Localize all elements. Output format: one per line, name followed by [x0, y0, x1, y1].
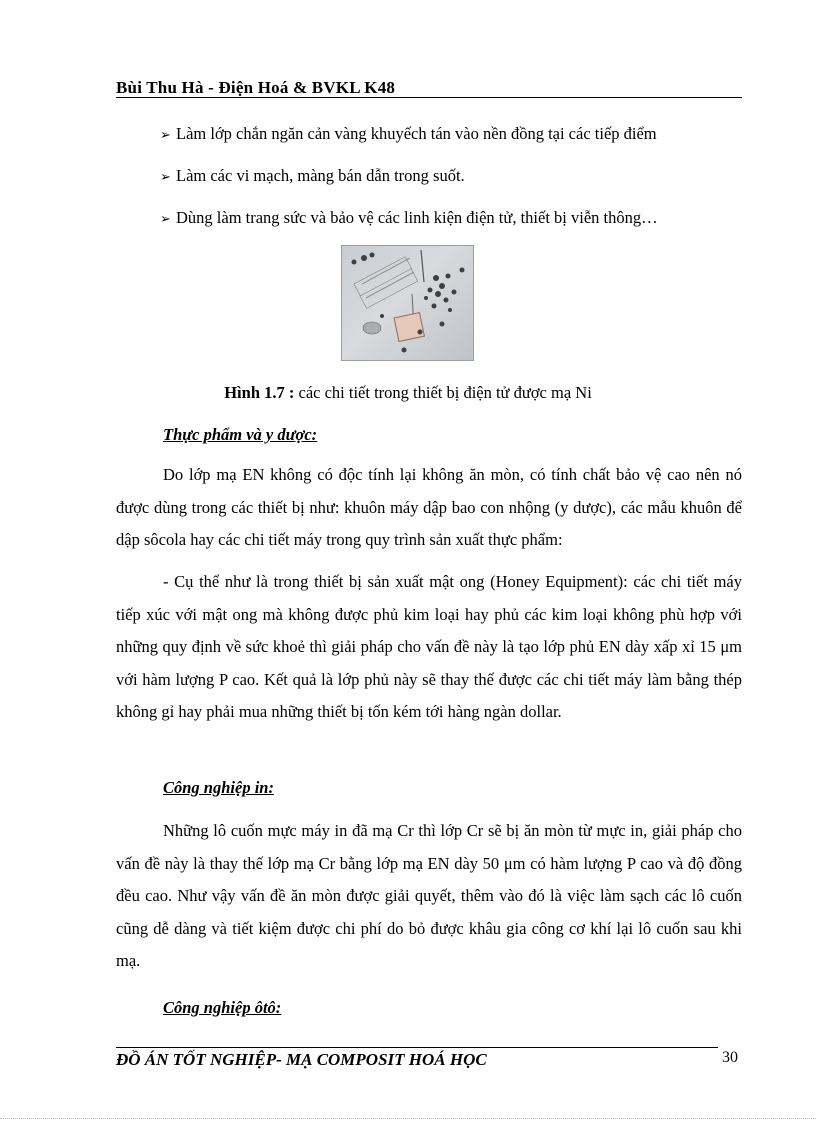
bullet-text: Dùng làm trang sức và bảo vệ các linh kiện điện tử, thiết bị viễn thông… — [176, 208, 658, 227]
electronic-parts-illustration — [342, 246, 473, 360]
section-heading-printing: Công nghiệp in: — [163, 778, 274, 797]
page-number: 30 — [722, 1049, 738, 1066]
arrow-bullet-icon: ➢ — [160, 127, 171, 142]
page-header: Bùi Thu Hà - Điện Hoá & BVKL K48 — [116, 78, 396, 97]
figure-caption-text: các chi tiết trong thiết bị điện tử được mạ Ni — [294, 383, 592, 402]
paragraph-text: Những lô cuốn mực máy in đã mạ Cr thì lớp Cr sẽ bị ăn mòn từ mực in, giải pháp cho vấn đề này là thay thế lớp mạ Cr bằng lớp mạ EN dày 50 μm có hàm lượng P cao và độ đồng đều cao. Như vậy vấn đề ăn mòn được giải quyết, thêm vào đó là việc làm sạch các lô cuốn cũng dễ dàng và tiết kiệm được chi phí do bỏ được khâu gia công cơ khí lại lô cuốn sau khi mạ. — [116, 821, 742, 970]
figure-caption — [0, 383, 816, 403]
footer-rule — [116, 1047, 718, 1048]
arrow-bullet-icon: ➢ — [160, 169, 171, 184]
arrow-bullet-icon: ➢ — [160, 211, 171, 226]
electronic-parts-photo — [341, 245, 474, 361]
paragraph-text: - Cụ thể như là trong thiết bị sản xuất mật ong (Honey Equipment): các chi tiết máy tiếp xúc với mật ong mà không được phủ kim loại hay phủ các kim loại không phù hợp với những quy định về sức khoẻ thì giải pháp cho vấn đề này là tạo lớp phủ EN dày xấp xỉ 15 μm với hàm lượng P cao. Kết quả là lớp phủ này sẽ thay thế được các chi tiết máy làm bằng thép không gỉ hay phải mua những thiết bị tốn kém tới hàng ngàn dollar. — [116, 572, 742, 721]
header-rule — [116, 97, 742, 98]
footer-title: ĐỒ ÁN TỐT NGHIỆP- MẠ COMPOSIT HOÁ HỌC — [116, 1050, 487, 1069]
paragraph — [116, 459, 742, 557]
bullet-text: Làm lớp chắn ngăn cản vàng khuyếch tán vào nền đồng tại các tiếp điểm — [176, 124, 657, 143]
section-heading-auto: Công nghiệp ôtô: — [163, 998, 282, 1017]
paragraph — [116, 566, 742, 729]
figure-label: Hình 1.7 : — [224, 383, 295, 402]
bullet-text: Làm các vi mạch, màng bán dẫn trong suốt. — [176, 166, 465, 185]
paragraph — [116, 815, 742, 978]
page-bottom-border — [0, 1118, 816, 1119]
paragraph-text: Do lớp mạ EN không có độc tính lại không ăn mòn, có tính chất bảo vệ cao nên nó được dùng trong các thiết bị như: khuôn máy dập bao con nhộng (y dược), các mẫu khuôn để dập sôcola hay các chi tiết máy trong quy trình sản xuất thực phẩm: — [116, 465, 742, 549]
bullet-item — [160, 166, 465, 186]
bullet-item — [160, 124, 657, 144]
section-heading-food: Thực phẩm và y dược: — [163, 425, 318, 444]
bullet-item — [160, 208, 658, 228]
